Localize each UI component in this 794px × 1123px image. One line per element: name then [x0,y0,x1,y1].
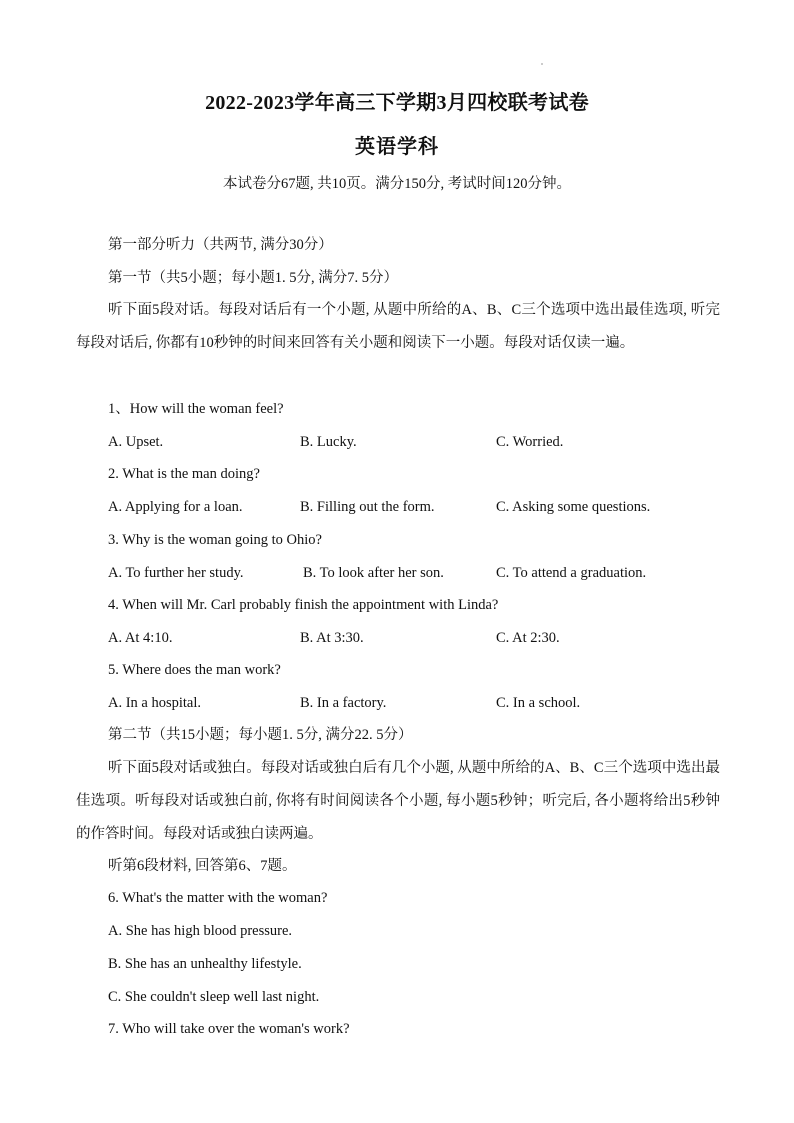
q4-option-a: A. At 4:10. [108,630,173,646]
q4-option-b: B. At 3:30. [300,630,364,646]
exam-intro: 本试卷分67题, 共10页。满分150分, 考试时间120分钟。 [223,176,571,192]
question-1: 1、How will the woman feel? [108,401,284,417]
q6-option-a: A. She has high blood pressure. [108,923,293,939]
scan-dot [541,63,543,65]
q2-option-c: C. Asking some questions. [496,499,651,515]
question-5: 5. Where does the man work? [108,662,281,678]
question-7: 7. Who will take over the woman's work? [108,1021,350,1037]
section2-instructions: 听下面5段对话或独白。每段对话或独白后有几个小题, 从题中所给的A、B、C三个选项中选出最佳选项。听每段对话或独白前, 你将有时间阅读各个小题, 每小题5秒钟；听完后, 各小题将给出5秒钟的作答时间。每段对话或独白读两遍。 [76,760,720,842]
q3-option-b: B. To look after her son. [303,565,444,581]
q1-option-b: B. Lucky. [300,434,357,450]
question-3: 3. Why is the woman going to Ohio? [108,532,322,548]
exam-title: 2022-2023学年高三下学期3月四校联考试卷 [205,92,589,114]
question-6: 6. What's the matter with the woman? [108,890,328,906]
section1-instructions: 听下面5段对话。每段对话后有一个小题, 从题中所给的A、B、C三个选项中选出最佳选项, 听完每段对话后, 你都有10秒钟的时间来回答有关小题和阅读下一小题。每段对话仅读一遍。 [76,302,720,351]
q3-option-c: C. To attend a graduation. [496,565,647,581]
question-4: 4. When will Mr. Carl probably finish the appointment with Linda? [108,597,499,613]
q6-option-b: B. She has an unhealthy lifestyle. [108,956,302,972]
exam-subject: 英语学科 [355,136,439,158]
q5-option-c: C. In a school. [496,695,581,711]
q4-option-c: C. At 2:30. [496,630,560,646]
q2-option-a: A. Applying for a loan. [108,499,243,515]
section2-heading: 第二节（共15小题；每小题1. 5分, 满分22. 5分） [108,727,413,743]
q1-option-c: C. Worried. [496,434,564,450]
q3-option-a: A. To further her study. [108,565,244,581]
q2-option-b: B. Filling out the form. [300,499,435,515]
part1-heading: 第一部分听力（共两节, 满分30分） [108,237,333,253]
q5-option-a: A. In a hospital. [108,695,202,711]
section1-heading: 第一节（共5小题；每小题1. 5分, 满分7. 5分） [108,270,398,286]
question-2: 2. What is the man doing? [108,466,260,482]
material-6-heading: 听第6段材料, 回答第6、7题。 [108,858,297,874]
q6-option-c: C. She couldn't sleep well last night. [108,989,320,1005]
q5-option-b: B. In a factory. [300,695,387,711]
q1-option-a: A. Upset. [108,434,164,450]
